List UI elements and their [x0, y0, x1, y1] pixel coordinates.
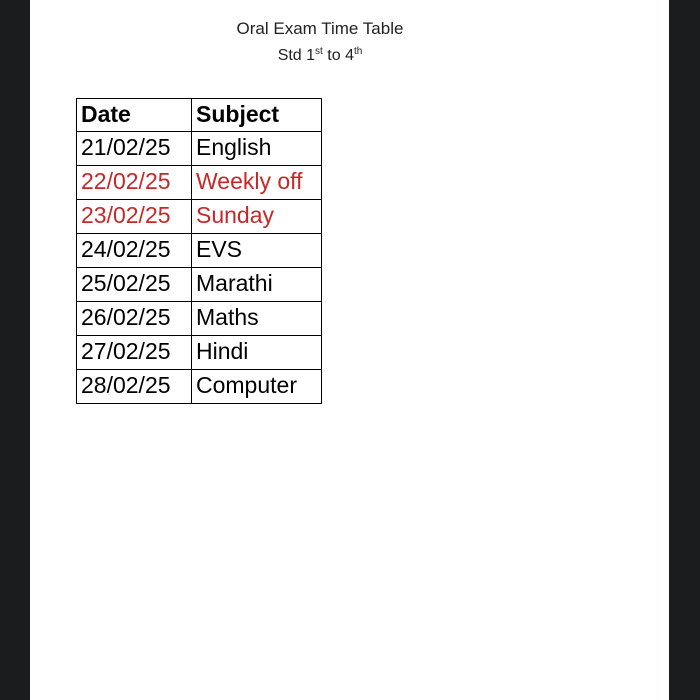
- header-subject: Subject: [192, 99, 322, 132]
- row-date: 24/02/25: [77, 234, 192, 268]
- subtitle-middle: to 4: [322, 47, 354, 64]
- row-date: 25/02/25: [77, 268, 192, 302]
- row-date: 21/02/25: [77, 132, 192, 166]
- table-row: [77, 200, 322, 234]
- document-title: Oral Exam Time Table: [236, 19, 404, 38]
- table-header-row: [77, 99, 322, 132]
- row-date: 28/02/25: [77, 370, 192, 404]
- subtitle-prefix: Std 1: [277, 47, 316, 64]
- row-subject: Maths: [192, 302, 322, 336]
- row-subject: EVS: [192, 234, 322, 268]
- row-subject: Weekly off: [192, 166, 322, 200]
- subtitle-superscript-2: th: [353, 46, 363, 57]
- subtitle-superscript-1: st: [315, 46, 323, 57]
- table-row: [77, 268, 322, 302]
- table-row: [77, 234, 322, 268]
- table-row: [77, 166, 322, 200]
- row-date: 23/02/25: [77, 200, 192, 234]
- row-subject: Hindi: [192, 336, 322, 370]
- timetable: [76, 98, 322, 404]
- table-row: [77, 302, 322, 336]
- table-row: [77, 370, 322, 404]
- row-subject: Computer: [192, 370, 322, 404]
- row-date: 26/02/25: [77, 302, 192, 336]
- row-subject: Marathi: [192, 268, 322, 302]
- document-subtitle: [0, 45, 670, 67]
- row-subject: English: [192, 132, 322, 166]
- header-date: Date: [77, 99, 192, 132]
- table-row: [77, 132, 322, 166]
- table-row: [77, 336, 322, 370]
- row-date: 22/02/25: [77, 166, 192, 200]
- row-subject: Sunday: [192, 200, 322, 234]
- row-date: 27/02/25: [77, 336, 192, 370]
